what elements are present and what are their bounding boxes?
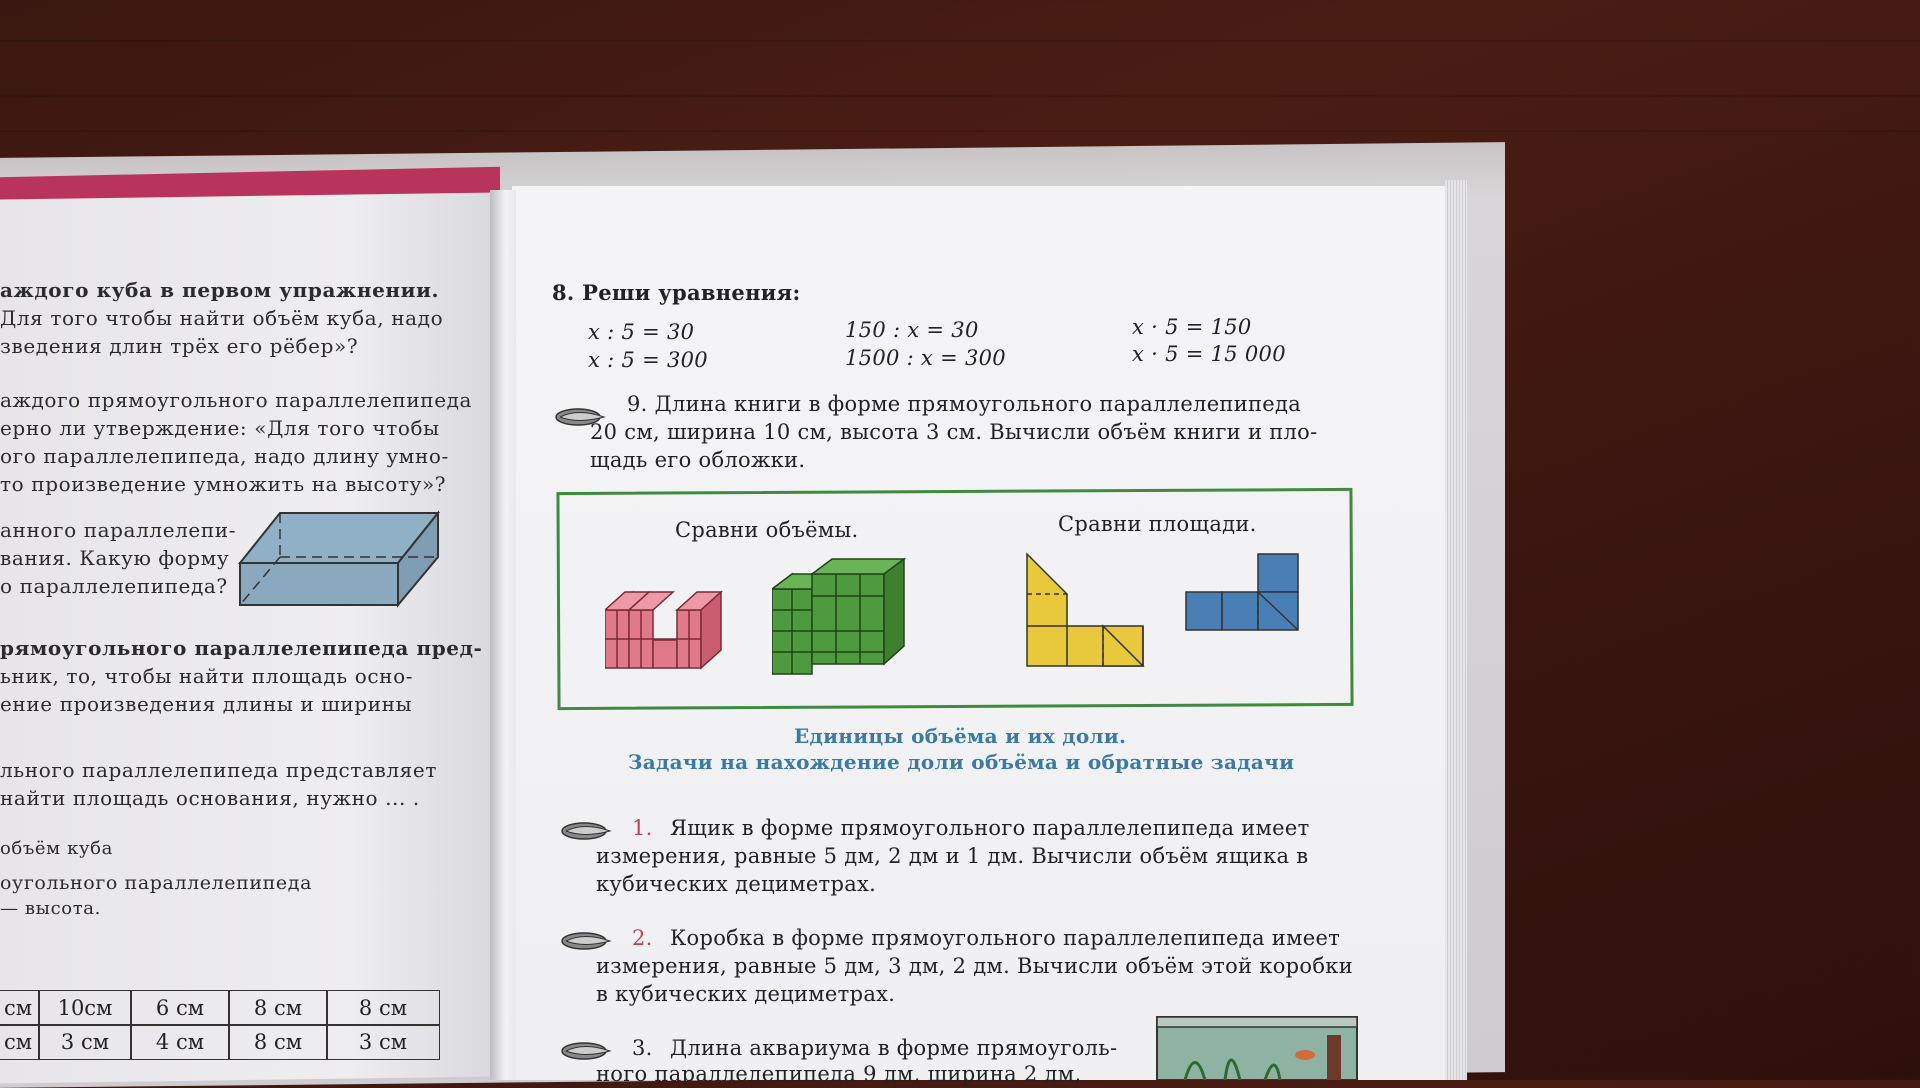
compare-volumes-label: Сравни объёмы. (675, 518, 859, 542)
green-cube-figure (772, 554, 912, 679)
left-line: анного параллелепи- (0, 518, 237, 542)
table-cell: 4 см (130, 1024, 230, 1060)
left-line: рямоугольного параллелепипеда пред- (0, 636, 483, 660)
task-line: Длина аквариума в форме прямоуголь- (670, 1036, 1118, 1060)
left-line: Для того чтобы найти объём куба, надо (0, 306, 444, 330)
table-cell: 10см (38, 990, 132, 1026)
left-line: льного параллелепипеда представляет (0, 758, 437, 782)
equation: x : 5 = 30 (588, 320, 695, 344)
left-line: объём куба (0, 838, 113, 859)
task-line: Коробка в форме прямоугольного параллелепипеда имеет (670, 926, 1341, 950)
yellow-shape (1025, 552, 1150, 672)
task-line: в кубических дециметрах. (596, 982, 896, 1006)
left-line: ого параллелепипеда, надо длину умно- (0, 444, 449, 468)
left-line: — высота. (0, 898, 101, 919)
left-line: то произведение умножить на высоту»? (0, 472, 447, 496)
section-subtitle: Задачи на нахождение доли объёма и обратные задачи (628, 750, 1295, 774)
task-line: измерения, равные 5 дм, 2 дм и 1 дм. Вычисли объём ящика в (596, 844, 1309, 868)
pink-cube-figure (605, 570, 725, 680)
left-line: о параллелепипеда? (0, 574, 228, 598)
task8-title: 8. Реши уравнения: (552, 280, 801, 305)
compare-areas-label: Сравни площади. (1058, 512, 1257, 536)
pen-icon (560, 820, 616, 842)
equation: x : 5 = 300 (588, 348, 708, 372)
task-line: Ящик в форме прямоугольного параллелепипеда имеет (670, 816, 1310, 840)
parallelepiped-figure (238, 505, 443, 610)
left-line: ерно ли утверждение: «Для того чтобы (0, 416, 440, 440)
left-line: вания. Какую форму (0, 546, 230, 570)
left-line: ьник, то, чтобы найти площадь осно- (0, 664, 414, 688)
task-number: 3. (632, 1036, 653, 1060)
table-cell: 6 см (130, 990, 230, 1026)
table-cell: 8 см (326, 990, 440, 1026)
task9-line: 20 см, ширина 10 см, высота 3 см. Вычисли объём книги и пло- (590, 420, 1318, 444)
left-line: ение произведения длины и ширины (0, 692, 413, 716)
equation: x · 5 = 15 000 (1132, 342, 1286, 366)
task-line: кубических дециметрах. (596, 872, 877, 896)
task9-line: 9. Длина книги в форме прямоугольного параллелепипеда (627, 392, 1302, 416)
table-cell: см (0, 990, 40, 1026)
pen-icon (560, 1040, 616, 1062)
left-line: оугольного параллелепипеда (0, 872, 313, 894)
table-cell: 8 см (228, 1024, 328, 1060)
table-cell: см (0, 1024, 40, 1060)
table-cell: 3 см (38, 1024, 132, 1060)
equation: x · 5 = 150 (1132, 315, 1252, 339)
left-line: аждого куба в первом упражнении. (0, 278, 440, 302)
dimensions-table (0, 990, 440, 1080)
equation: 150 : x = 30 (845, 318, 979, 342)
section-title: Единицы объёма и их доли. (794, 724, 1127, 748)
task-number: 2. (632, 926, 653, 950)
left-line: зведения длин трёх его рёбер»? (0, 334, 359, 358)
pen-icon (560, 930, 616, 952)
page-edges (1445, 180, 1467, 1080)
task-line: измерения, равные 5 дм, 3 дм, 2 дм. Вычисли объём этой коробки (596, 954, 1354, 978)
task9-line: щадь его обложки. (590, 448, 806, 472)
aquarium-illustration (1155, 1015, 1365, 1080)
table-cell: 3 см (326, 1024, 440, 1060)
book-gutter (490, 190, 516, 1080)
task-line: ного параллелепипеда 9 дм, ширина 2 дм, (596, 1062, 1082, 1086)
task-number: 1. (632, 816, 653, 840)
equation: 1500 : x = 300 (845, 346, 1006, 370)
left-line: аждого прямоугольного параллелепипеда (0, 388, 473, 412)
left-line: найти площадь основания, нужно ... . (0, 786, 420, 810)
blue-shape (1184, 552, 1304, 634)
table-cell: 8 см (228, 990, 328, 1026)
